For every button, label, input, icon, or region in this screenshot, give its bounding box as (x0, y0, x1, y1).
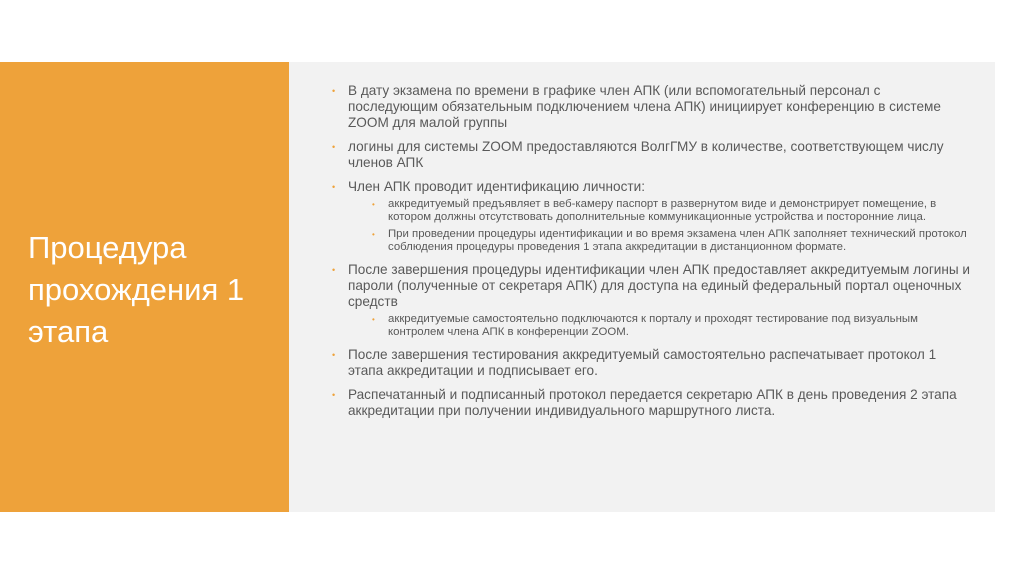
bullet-icon: • (332, 182, 336, 192)
item-text: Распечатанный и подписанный протокол передается секретарю АПК в день проведения 2 этапа аккредитации при получении индивидуального маршрутного листа. (348, 387, 957, 418)
item-text: После завершения процедуры идентификации член АПК предоставляет аккредитуемым логины и пароли (полученные от секретаря АПК) для доступа на единый федеральный портал оценочных средств (348, 262, 971, 309)
item-text: логины для системы ZOOM предоставляются ВолгГМУ в количестве, соответствующем числу членов АПК (348, 139, 944, 170)
sub-bullet-icon: • (372, 200, 375, 209)
sub-item-text: При проведении процедуры идентификации и во время экзамена член АПК заполняет технический протокол соблюдения процедуры проведения 1 этапа аккредитации в дистанционном формате. (388, 228, 967, 253)
item-text: Член АПК проводит идентификацию личности: (348, 179, 645, 194)
list-item (332, 387, 972, 419)
list-item (332, 139, 972, 171)
slide (0, 62, 1024, 512)
item-text: После завершения тестирования аккредитуемый самостоятельно распечатывает протокол 1 этапа аккредитации и подписывает его. (348, 347, 937, 378)
sub-list-item (372, 198, 972, 224)
bullet-icon: • (332, 142, 336, 152)
sub-item-text: аккредитуемый предъявляет в веб-камеру паспорт в развернутом виде и демонстрирует помещение, в котором должны отсутствовать дополнительные коммуникационные устройства и посторонние лица. (388, 198, 937, 223)
title-panel (0, 62, 289, 512)
sub-list (372, 313, 972, 339)
bullet-icon: • (332, 350, 336, 360)
sub-list-item (372, 313, 972, 339)
bullet-icon: • (332, 265, 336, 275)
sub-bullet-icon: • (372, 230, 375, 239)
bullet-icon: • (332, 86, 336, 96)
bullet-list (332, 83, 972, 419)
right-edge-band (995, 62, 1024, 512)
list-item (332, 179, 972, 254)
sub-list-item (372, 228, 972, 254)
sub-bullet-icon: • (372, 315, 375, 324)
item-text: В дату экзамена по времени в графике член АПК (или вспомогательный персонал с последующим обязательным подключением члена АПК) инициирует конференцию в системе ZOOM для малой группы (348, 83, 941, 130)
bullet-icon: • (332, 390, 336, 400)
list-item (332, 262, 972, 339)
sub-item-text: аккредитуемые самостоятельно подключаются к порталу и проходят тестирование под визуальным контролем члена АПК в конференции ZOOM. (388, 313, 918, 338)
slide-title: Процедура прохождения 1 этапа (28, 230, 245, 349)
list-item (332, 347, 972, 379)
content-area (332, 83, 972, 427)
sub-list (372, 198, 972, 254)
list-item (332, 83, 972, 131)
